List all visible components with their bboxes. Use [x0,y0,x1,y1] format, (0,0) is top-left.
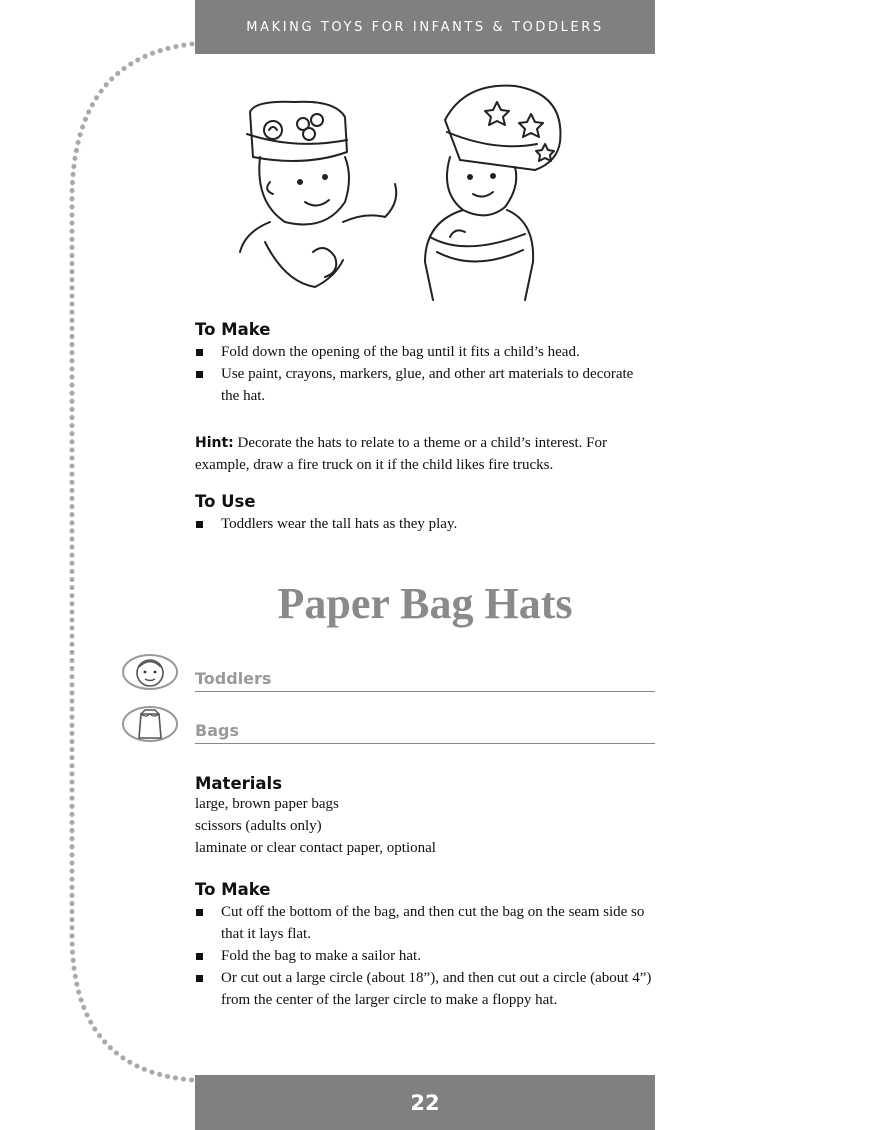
hint-paragraph [195,432,655,476]
materials-section [195,774,655,859]
activity-to-make-heading: To Make [195,880,271,899]
running-header [195,0,655,54]
to-use-heading: To Use [195,492,256,511]
list-item: Use paint, crayons, markers, glue, and other art materials to decorate the hat. [195,363,655,407]
activity-title: Paper Bag Hats [277,579,573,628]
to-use-list [195,513,655,535]
top-to-make-section [195,320,655,407]
list-item: scissors (adults only) [195,818,322,834]
list-item: laminate or clear contact paper, optional [195,840,436,856]
category-divider [195,743,655,744]
to-use-section [195,492,655,535]
paper-bag-icon [120,704,180,744]
materials-heading: Materials [195,774,283,793]
top-to-make-list [195,341,655,407]
page-number: 22 [410,1090,440,1115]
category-label-bags: Bags [195,721,239,740]
category-row-toddlers [120,652,655,692]
running-header-title: MAKING TOYS FOR INFANTS & TODDLERS [246,19,604,35]
materials-list [195,793,655,859]
list-item: Fold down the opening of the bag until it fits a child’s head. [195,341,655,363]
list-item: large, brown paper bags [195,796,339,812]
list-item: Or cut out a large circle (about 18”), and then cut out a circle (about 4”) from the center of the larger circle to make a floppy hat. [195,967,655,1011]
list-item: Cut off the bottom of the bag, and then cut the bag on the seam side so that it lays flat. [195,901,655,945]
top-to-make-heading: To Make [195,320,271,339]
toddlers-wearing-hats-illustration [225,72,585,312]
category-label-toddlers: Toddlers [195,669,272,688]
list-item: Toddlers wear the tall hats as they play. [195,513,655,535]
activity-to-make-section [195,880,655,1011]
activity-to-make-list [195,901,655,1011]
hint-label: Hint: [195,435,234,451]
list-item: Fold the bag to make a sailor hat. [195,945,655,967]
hint-text: Decorate the hats to relate to a theme or a child’s interest. For example, draw a fire truck on it if the child likes fire trucks. [195,435,607,473]
category-row-bags [120,704,655,744]
page-footer [195,1075,655,1130]
dotted-page-border [0,0,200,1130]
category-divider [195,691,655,692]
toddler-face-icon [120,652,180,692]
